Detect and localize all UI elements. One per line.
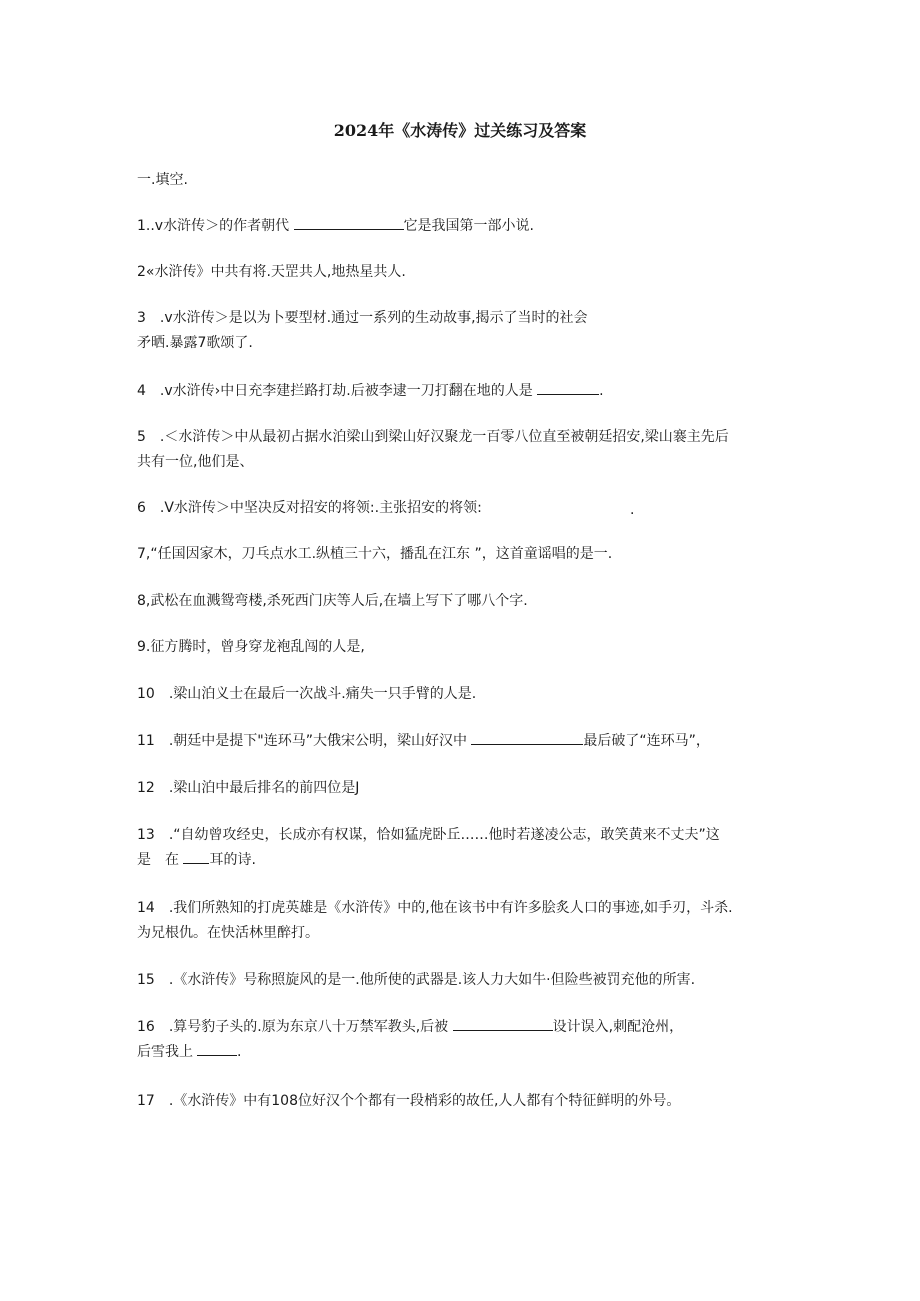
answer-blank <box>197 1042 237 1056</box>
question-12: 12 .梁山泊中最后排名的前四位是J <box>137 780 360 796</box>
question-10: 10 .梁山泊义士在最后一次战斗.痛失一只手臂的人是. <box>137 686 477 702</box>
question-6: 6 .V水浒传＞中坚决反对招安的将领:.主张招安的将领: <box>137 500 482 516</box>
answer-blank <box>183 850 209 864</box>
question-5-line-1: 5 .＜水浒传＞中从最初占据水泊梁山到梁山好汉聚龙一百零八位直至被朝廷招安,梁山褰主先后 <box>137 429 729 445</box>
question-7: 7,“任国因家木，刀乓点水工.纵植三十六，播乱在江东 ”，这首童谣唱的是一. <box>137 546 613 562</box>
answer-blank <box>471 731 583 745</box>
question-16-line-2: 后雪我上 . <box>137 1044 242 1060</box>
question-14-line-1: 14 .我们所熟知的打虎英雄是《水浒传》中的,他在该书中有许多脍炙人口的事迹,如手刃，斗杀. <box>137 900 733 916</box>
question-8: 8,武松在血溅鸳弯楼,杀死西门庆等人后,在墙上写下了哪八个字. <box>137 593 528 609</box>
answer-blank <box>537 381 599 395</box>
question-13-line-1: 13 .“自幼曾攻经史，长成亦有权谋，恰如猛虎卧丘……他时若遂凌公志，敢笑黄来不丈夫”这 <box>137 827 720 843</box>
question-1: 1..v水浒传＞的作者朝代 它是我国第一部小说. <box>137 218 534 234</box>
question-13-line-2: 是 在 耳的诗. <box>137 852 256 868</box>
question-6-mark: . <box>630 502 635 518</box>
document-title: 2024年《水涛传》过关练习及答案 <box>333 121 587 140</box>
question-14-line-2: 为兄根仇。在快活林里醉打。 <box>137 925 319 941</box>
question-15: 15 .《水浒传》号称照旋风的是一.他所使的武器是.该人力大如牛·但险些被罚充他的所害. <box>137 972 696 988</box>
answer-blank <box>453 1017 553 1031</box>
question-4: 4 .v水浒传›中日充李建拦路打劫.后被李逮一刀打翻在地的人是 . <box>137 383 604 399</box>
question-2: 2«水浒传》中共有将.天罡共人,地热星共人. <box>137 264 406 280</box>
answer-blank <box>294 216 404 230</box>
question-16-line-1: 16 .算号豹子头的.原为东京八十万禁军教头,后被 设计误入,刺配沧州， <box>137 1019 684 1035</box>
question-3-line-1: 3 .v水浒传＞是以为卜要型材.通过一系列的生动故事,揭示了当时的社会 <box>137 310 588 326</box>
question-3-line-2: 矛晒.暴露7歌颂了. <box>137 335 253 351</box>
question-17: 17 .《水浒传》中有108位好汉个个都有一段梢彩的故任,人人都有个特征鲜明的外号。 <box>137 1093 681 1109</box>
question-9: 9.征方腾时，曾身穿龙袍乱闯的人是, <box>137 639 365 655</box>
question-5-line-2: 共有一位,他们是、 <box>137 454 254 470</box>
question-11: 11 .朝廷中是提下"连环马”大俄宋公明，梁山好汉中 最后破了“连环马”， <box>137 733 710 749</box>
section-heading: 一.填空. <box>137 172 188 188</box>
